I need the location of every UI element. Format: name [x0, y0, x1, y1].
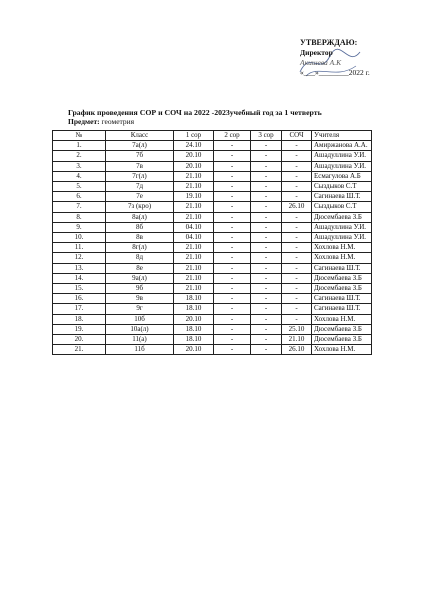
- class-cell: 8б: [106, 222, 174, 232]
- subject-label: Предмет:: [68, 117, 100, 126]
- soch-cell: -: [282, 212, 312, 222]
- table-row: [53, 171, 372, 181]
- soch-cell: 21.10: [282, 335, 312, 345]
- class-cell: 10б: [106, 314, 174, 324]
- teacher-cell: Сагинаева Ш.Т.: [312, 263, 372, 273]
- table-row: [53, 141, 372, 151]
- sor3-cell: -: [251, 151, 282, 161]
- class-cell: 7а(л): [106, 141, 174, 151]
- class-cell: 11б: [106, 345, 174, 355]
- soch-cell: -: [282, 294, 312, 304]
- sor1-cell: 21.10: [174, 273, 214, 283]
- sor1-cell: 20.10: [174, 161, 214, 171]
- soch-cell: -: [282, 161, 312, 171]
- row-number: 9.: [53, 222, 106, 232]
- class-cell: 10а(л): [106, 324, 174, 334]
- sor3-cell: -: [251, 294, 282, 304]
- sor1-cell: 21.10: [174, 263, 214, 273]
- row-number: 8.: [53, 212, 106, 222]
- table-row: [53, 212, 372, 222]
- class-cell: 9г: [106, 304, 174, 314]
- table-row: [53, 335, 372, 345]
- header-sor2: 2 сор: [214, 131, 251, 141]
- row-number: 21.: [53, 345, 106, 355]
- sor1-cell: 21.10: [174, 171, 214, 181]
- sor2-cell: -: [214, 141, 251, 151]
- sor1-cell: 21.10: [174, 212, 214, 222]
- sor2-cell: -: [214, 324, 251, 334]
- table-row: [53, 253, 372, 263]
- schedule-table: [52, 130, 372, 355]
- soch-cell: -: [282, 263, 312, 273]
- teacher-cell: Ашадуллина У.И.: [312, 233, 372, 243]
- sor1-cell: 18.10: [174, 304, 214, 314]
- sor1-cell: 04.10: [174, 222, 214, 232]
- sor1-cell: 20.10: [174, 314, 214, 324]
- soch-cell: 26.10: [282, 202, 312, 212]
- header-number: №: [53, 131, 106, 141]
- sor1-cell: 19.10: [174, 192, 214, 202]
- sor3-cell: -: [251, 273, 282, 283]
- table-row: [53, 324, 372, 334]
- teacher-cell: Дюсембаева З.Б: [312, 212, 372, 222]
- row-number: 13.: [53, 263, 106, 273]
- teacher-cell: Амиржанова А.А.: [312, 141, 372, 151]
- sor3-cell: -: [251, 171, 282, 181]
- soch-cell: -: [282, 253, 312, 263]
- table-row: [53, 182, 372, 192]
- teacher-cell: Сагинаева Ш.Т.: [312, 192, 372, 202]
- teacher-cell: Хохлова Н.М.: [312, 243, 372, 253]
- header-soch: СОЧ: [282, 131, 312, 141]
- class-cell: 11(а): [106, 335, 174, 345]
- soch-cell: 26.10: [282, 345, 312, 355]
- sor2-cell: -: [214, 304, 251, 314]
- table-row: [53, 161, 372, 171]
- row-number: 14.: [53, 273, 106, 283]
- sor1-cell: 21.10: [174, 202, 214, 212]
- teacher-cell: Сыздыков С.Т: [312, 182, 372, 192]
- teacher-cell: Дюсембаева З.Б: [312, 284, 372, 294]
- table-row: [53, 284, 372, 294]
- class-cell: 7г(л): [106, 171, 174, 181]
- row-number: 16.: [53, 294, 106, 304]
- row-number: 19.: [53, 324, 106, 334]
- table-row: [53, 233, 372, 243]
- approval-position: Директор: [300, 48, 333, 57]
- teacher-cell: Сагинаева Ш.Т.: [312, 294, 372, 304]
- sor1-cell: 18.10: [174, 324, 214, 334]
- row-number: 12.: [53, 253, 106, 263]
- class-cell: 8а(л): [106, 212, 174, 222]
- sor2-cell: -: [214, 161, 251, 171]
- table-row: [53, 345, 372, 355]
- class-cell: 9б: [106, 284, 174, 294]
- class-cell: 9а(л): [106, 273, 174, 283]
- approval-date-line: «___»________2022 г.: [300, 68, 370, 77]
- sor2-cell: -: [214, 335, 251, 345]
- approval-title: УТВЕРЖДАЮ:: [300, 38, 358, 47]
- row-number: 5.: [53, 182, 106, 192]
- sor1-cell: 21.10: [174, 243, 214, 253]
- sor2-cell: -: [214, 263, 251, 273]
- sor1-cell: 20.10: [174, 151, 214, 161]
- sor2-cell: -: [214, 151, 251, 161]
- sor3-cell: -: [251, 263, 282, 273]
- sor2-cell: -: [214, 273, 251, 283]
- sor3-cell: -: [251, 202, 282, 212]
- document-title: График проведения СОР и СОЧ на 2022 -2023учебный год за 1 четверть: [68, 108, 322, 117]
- sor3-cell: -: [251, 243, 282, 253]
- soch-cell: -: [282, 233, 312, 243]
- sor2-cell: -: [214, 345, 251, 355]
- teacher-cell: Сагинаева Ш.Т.: [312, 304, 372, 314]
- sor3-cell: -: [251, 324, 282, 334]
- row-number: 20.: [53, 335, 106, 345]
- sor2-cell: -: [214, 182, 251, 192]
- sor2-cell: -: [214, 253, 251, 263]
- subject-value: геометрия: [101, 117, 135, 126]
- class-cell: 8г(л): [106, 243, 174, 253]
- sor3-cell: -: [251, 304, 282, 314]
- sor2-cell: -: [214, 233, 251, 243]
- sor3-cell: -: [251, 212, 282, 222]
- soch-cell: -: [282, 273, 312, 283]
- class-cell: 9в: [106, 294, 174, 304]
- sor3-cell: -: [251, 222, 282, 232]
- soch-cell: -: [282, 304, 312, 314]
- class-cell: 7д: [106, 182, 174, 192]
- soch-cell: 25.10: [282, 324, 312, 334]
- teacher-cell: Ашадуллина У.И.: [312, 161, 372, 171]
- row-number: 2.: [53, 151, 106, 161]
- teacher-cell: Хохлова Н.М.: [312, 345, 372, 355]
- teacher-cell: Дюсембаева З.Б: [312, 273, 372, 283]
- sor1-cell: 18.10: [174, 335, 214, 345]
- table-row: [53, 243, 372, 253]
- teacher-cell: Сыздыков С.Т: [312, 202, 372, 212]
- subject-line: [68, 117, 134, 126]
- sor3-cell: -: [251, 314, 282, 324]
- teacher-cell: Ашадуллина У.И.: [312, 151, 372, 161]
- sor2-cell: -: [214, 192, 251, 202]
- sor1-cell: 04.10: [174, 233, 214, 243]
- header-sor3: 3 сор: [251, 131, 282, 141]
- table-row: [53, 314, 372, 324]
- soch-cell: -: [282, 182, 312, 192]
- sor2-cell: -: [214, 314, 251, 324]
- table-row: [53, 151, 372, 161]
- sor2-cell: -: [214, 171, 251, 181]
- teacher-cell: Дюсембаева З.Б: [312, 324, 372, 334]
- row-number: 3.: [53, 161, 106, 171]
- soch-cell: -: [282, 314, 312, 324]
- sor1-cell: 21.10: [174, 182, 214, 192]
- row-number: 17.: [53, 304, 106, 314]
- soch-cell: -: [282, 171, 312, 181]
- sor2-cell: -: [214, 202, 251, 212]
- row-number: 18.: [53, 314, 106, 324]
- soch-cell: -: [282, 192, 312, 202]
- sor3-cell: -: [251, 345, 282, 355]
- table-row: [53, 273, 372, 283]
- sor1-cell: 20.10: [174, 345, 214, 355]
- teacher-cell: Дюсембаева З.Б: [312, 335, 372, 345]
- class-cell: 7б: [106, 151, 174, 161]
- row-number: 7.: [53, 202, 106, 212]
- soch-cell: -: [282, 141, 312, 151]
- sor2-cell: -: [214, 222, 251, 232]
- row-number: 6.: [53, 192, 106, 202]
- sor1-cell: 21.10: [174, 253, 214, 263]
- soch-cell: -: [282, 243, 312, 253]
- row-number: 4.: [53, 171, 106, 181]
- sor3-cell: -: [251, 233, 282, 243]
- table-row: [53, 294, 372, 304]
- table-header-row: [53, 131, 372, 141]
- table-row: [53, 222, 372, 232]
- header-sor1: 1 сор: [174, 131, 214, 141]
- table-row: [53, 263, 372, 273]
- teacher-cell: Ашадуллина У.И.: [312, 222, 372, 232]
- class-cell: 7в: [106, 161, 174, 171]
- sor3-cell: -: [251, 141, 282, 151]
- row-number: 1.: [53, 141, 106, 151]
- approval-name: Акишева А.К: [300, 58, 342, 67]
- soch-cell: -: [282, 222, 312, 232]
- soch-cell: -: [282, 151, 312, 161]
- class-cell: 8д: [106, 253, 174, 263]
- sor2-cell: -: [214, 284, 251, 294]
- class-cell: 8е: [106, 263, 174, 273]
- sor3-cell: -: [251, 192, 282, 202]
- row-number: 11.: [53, 243, 106, 253]
- header-teacher: Учителя: [312, 131, 372, 141]
- sor2-cell: -: [214, 294, 251, 304]
- sor3-cell: -: [251, 253, 282, 263]
- table-row: [53, 304, 372, 314]
- class-cell: 7е: [106, 192, 174, 202]
- sor2-cell: -: [214, 243, 251, 253]
- table-row: [53, 202, 372, 212]
- class-cell: 7з (кро): [106, 202, 174, 212]
- row-number: 10.: [53, 233, 106, 243]
- sor3-cell: -: [251, 161, 282, 171]
- teacher-cell: Хохлова Н.М.: [312, 314, 372, 324]
- sor3-cell: -: [251, 284, 282, 294]
- teacher-cell: Есмагулова А.Б: [312, 171, 372, 181]
- sor3-cell: -: [251, 335, 282, 345]
- sor3-cell: -: [251, 182, 282, 192]
- sor1-cell: 21.10: [174, 284, 214, 294]
- sor1-cell: 24.10: [174, 141, 214, 151]
- class-cell: 8в: [106, 233, 174, 243]
- row-number: 15.: [53, 284, 106, 294]
- teacher-cell: Хохлова Н.М.: [312, 253, 372, 263]
- approval-block: [300, 38, 425, 78]
- table-row: [53, 192, 372, 202]
- header-class: Класс: [106, 131, 174, 141]
- sor2-cell: -: [214, 212, 251, 222]
- soch-cell: -: [282, 284, 312, 294]
- sor1-cell: 18.10: [174, 294, 214, 304]
